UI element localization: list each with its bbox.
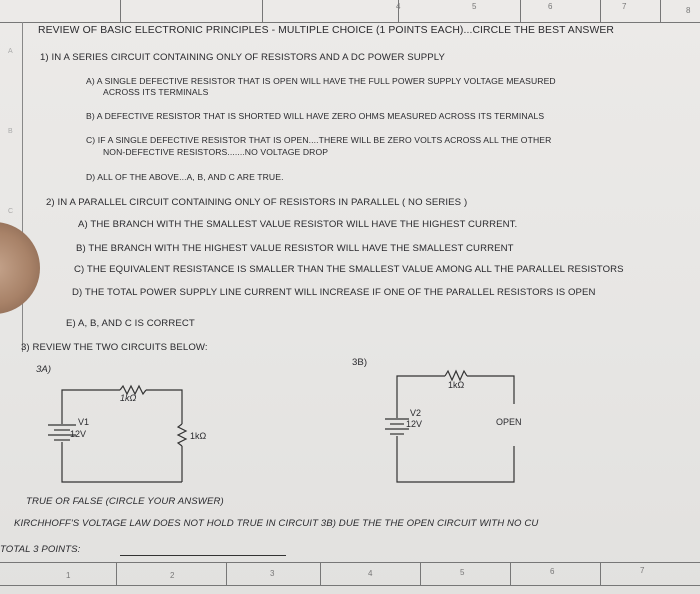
bottom-number: 3	[270, 569, 275, 578]
open-label: OPEN	[496, 417, 522, 427]
top-number: 6	[548, 2, 553, 11]
source-3b-name: V2	[410, 408, 422, 418]
circuit-3a	[48, 386, 186, 482]
side-letter: A	[8, 48, 13, 55]
q1-option-a: A) A SINGLE DEFECTIVE RESISTOR THAT IS OPEN WILL HAVE THE FULL POWER SUPPLY VOLTAGE MEASURED	[86, 76, 556, 86]
source-3a-name: V1	[78, 417, 90, 427]
side-letter: B	[8, 128, 13, 135]
resistor-3a-side	[178, 424, 186, 446]
total-points-blank[interactable]	[120, 555, 286, 556]
source-3b-value: 12V	[406, 419, 423, 429]
top-number: 4	[396, 2, 401, 11]
top-number: 7	[622, 2, 627, 11]
q2-option-c: C) THE EQUIVALENT RESISTANCE IS SMALLER THAN THE SMALLEST VALUE AMONG ALL THE PARALLEL RESISTORS	[74, 264, 624, 275]
bottom-number: 2	[170, 571, 175, 580]
q2-option-e: E) A, B, AND C IS CORRECT	[66, 318, 195, 329]
q1-option-d: D) ALL OF THE ABOVE...A, B, AND C ARE TRUE.	[86, 172, 284, 182]
q2-option-b: B) THE BRANCH WITH THE HIGHEST VALUE RESISTOR WILL HAVE THE SMALLEST CURRENT	[76, 243, 514, 254]
res-3b-top-label: 1kΩ	[448, 380, 465, 390]
bottom-grid-row	[0, 562, 700, 586]
bottom-number: 7	[640, 566, 645, 575]
top-number: 8	[686, 6, 691, 15]
tf-statement: KIRCHHOFF'S VOLTAGE LAW DOES NOT HOLD TRUE IN CIRCUIT 3B) DUE THE THE OPEN CIRCUIT WITH NO CU	[14, 518, 539, 529]
q3-label-a: 3A)	[36, 364, 52, 375]
top-number: 5	[472, 2, 477, 11]
bottom-number: 6	[550, 567, 555, 576]
q1-option-c-cont: NON-DEFECTIVE RESISTORS.......NO VOLTAGE DROP	[103, 147, 329, 157]
q2-option-a: A) THE BRANCH WITH THE SMALLEST VALUE RESISTOR WILL HAVE THE HIGHEST CURRENT.	[78, 219, 518, 230]
tf-instruction: TRUE OR FALSE (CIRCLE YOUR ANSWER)	[26, 496, 224, 507]
total-points-label: TOTAL 3 POINTS:	[0, 544, 81, 555]
res-3a-top-label: 1kΩ	[120, 393, 137, 403]
q3-label-b: 3B)	[352, 357, 368, 368]
q1-option-b: B) A DEFECTIVE RESISTOR THAT IS SHORTED WILL HAVE ZERO OHMS MEASURED ACROSS ITS TERMINALS	[86, 111, 545, 121]
side-letter: C	[8, 208, 14, 215]
q2-stem: 2) IN A PARALLEL CIRCUIT CONTAINING ONLY OF RESISTORS IN PARALLEL ( NO SERIES )	[46, 197, 468, 208]
q1-option-a-cont: ACROSS ITS TERMINALS	[103, 87, 209, 97]
bottom-number: 4	[368, 569, 373, 578]
res-3a-side-label: 1kΩ	[190, 431, 207, 441]
q1-option-c: C) IF A SINGLE DEFECTIVE RESISTOR THAT IS OPEN....THERE WILL BE ZERO VOLTS ACROSS ALL THE OTHER	[86, 135, 552, 145]
q1-stem: 1) IN A SERIES CIRCUIT CONTAINING ONLY OF RESISTORS AND A DC POWER SUPPLY	[40, 52, 445, 63]
q2-option-d: D) THE TOTAL POWER SUPPLY LINE CURRENT WILL INCREASE IF ONE OF THE PARALLEL RESISTORS IS OPEN	[72, 287, 596, 298]
q3-stem: 3) REVIEW THE TWO CIRCUITS BELOW:	[21, 342, 208, 353]
source-3a-value: 12V	[70, 429, 87, 439]
bottom-number: 1	[66, 571, 71, 580]
resistor-3b-top	[445, 371, 467, 380]
page-title: REVIEW OF BASIC ELECTRONIC PRINCIPLES - MULTIPLE CHOICE (1 POINTS EACH)...CIRCLE THE BEST ANSWER	[38, 25, 614, 36]
bottom-number: 5	[460, 568, 465, 577]
